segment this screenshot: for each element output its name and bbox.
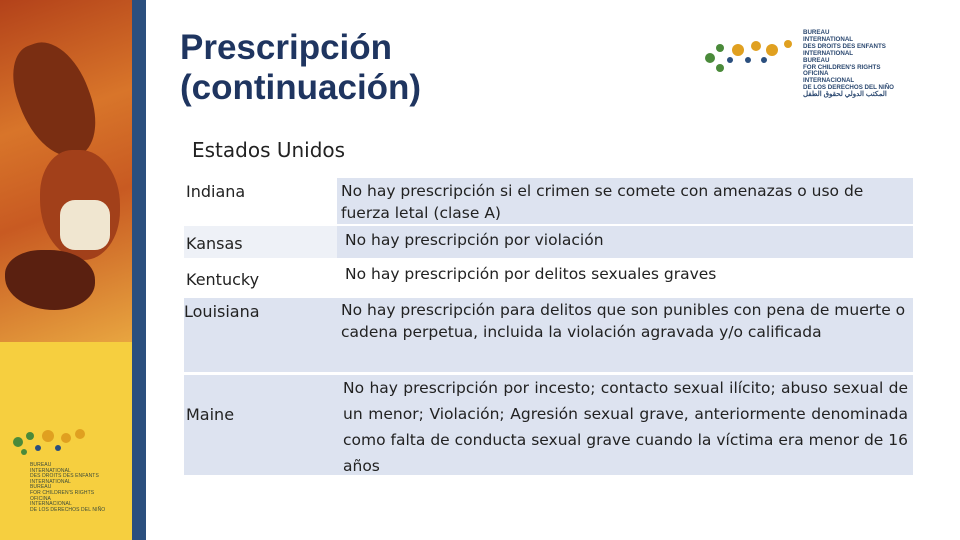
table-cell-text: No hay prescripción por incesto; contacto sexual ilícito; abuso sexual de un menor; Violación; Agresión sexual grave, anteriormente denominada como falta de conducta sexual grave cuando la víctima era menor de 16 años [343,379,908,475]
table-cell-state: Louisiana [184,302,260,321]
table-cell-state: Kansas [186,234,243,253]
table-cell-state: Indiana [186,182,246,201]
table-cell-text: No hay prescripción para delitos que son punibles con pena de muerte o cadena perpetua, incluida la violación agravada y/o calificada [341,301,906,341]
sidebar-artwork-image [0,0,132,342]
table-cell-text: No hay prescripción si el crimen se comete con amenazas o uso de fuerza letal (clase A) [341,182,864,222]
table-cell-text: No hay prescripción por violación [345,231,604,249]
table-row-band [184,375,337,475]
section-subtitle: Estados Unidos [192,138,346,162]
sidebar-panel [0,0,146,540]
page-title: Prescripción (continuación) [180,28,422,107]
sidebar-logo-text: BUREAU INTERNATIONAL DES DROITS DES ENFANTS INTERNATIONAL BUREAU FOR CHILDREN'S RIGHTS OFICINA INTERNACIONAL DE LOS DERECHOS DEL NIÑO [30,462,106,513]
table-cell-text: No hay prescripción por delitos sexuales graves [345,265,717,283]
table-cell-state: Maine [186,405,235,424]
organization-logo-icon [700,30,800,86]
organization-logo-text: BUREAU INTERNATIONAL DES DROITS DES ENFANTS INTERNATIONAL BUREAU FOR CHILDREN'S RIGHTS OFICINA INTERNACIONAL DE LOS DERECHOS DEL NIÑO المكتب الدولي لحقوق الطفل [803,29,894,99]
table-cell-state: Kentucky [186,270,260,289]
sidebar-stripe [132,0,146,540]
